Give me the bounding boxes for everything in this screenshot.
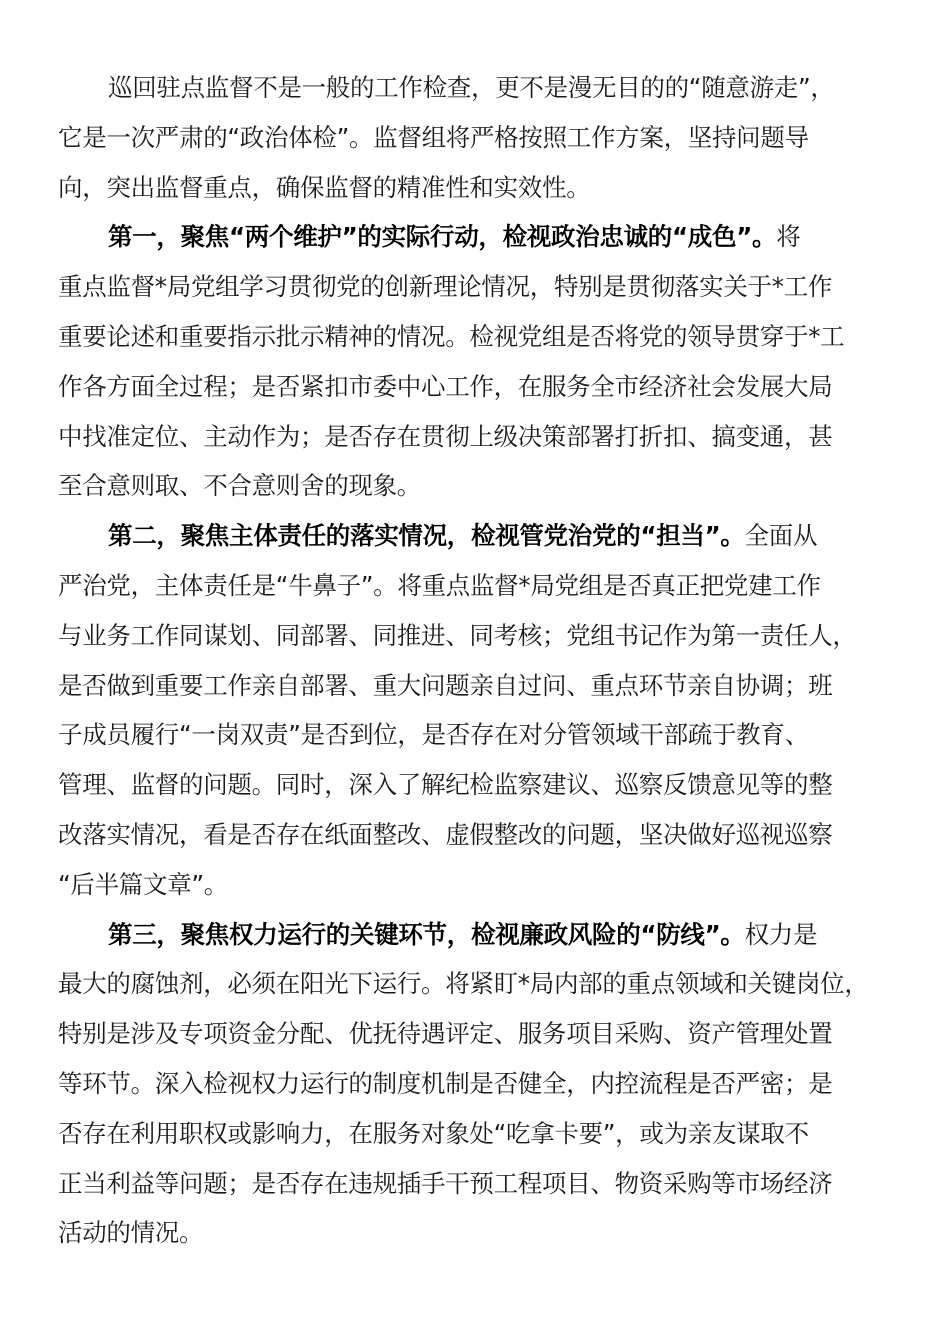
text-line: 向，突出监督重点，确保监督的精准性和实效性。 (58, 172, 591, 202)
text-run: 将 (776, 222, 801, 252)
text-line (58, 212, 910, 262)
text-line: “后半篇文章”。 (58, 869, 228, 899)
text-line: 重要论述和重要指示批示精神的情况。检视党组是否将党的领导贯穿于*工 (58, 321, 845, 351)
text-line: 它是一次严肃的“政治体检”。监督组将严格按照工作方案，坚持问题导 (58, 122, 809, 152)
paragraph-third-point (58, 910, 910, 1259)
text-line: 重点监督*局党组学习贯彻党的创新理论情况，特别是贯彻落实关于*工作 (58, 272, 833, 302)
text-line (58, 511, 910, 561)
text-line: 最大的腐蚀剂，必须在阳光下运行。将紧盯*局内部的重点领域和关键岗位， (58, 969, 869, 999)
text-line: 巡回驻点监督不是一般的工作检查，更不是漫无目的的“随意游走”， (108, 73, 835, 102)
text-line: 改落实情况，看是否存在纸面整改、虚假整改的问题，坚决做好巡视巡察 (58, 819, 833, 849)
text-line: 子成员履行“一岗双责”是否到位，是否存在对分管领域干部疏于教育、 (58, 720, 809, 750)
text-line (58, 910, 910, 960)
text-line: 管理、监督的问题。同时，深入了解纪检监察建议、巡察反馈意见等的整 (58, 770, 833, 800)
paragraph-first-point (58, 212, 910, 511)
paragraph-intro (58, 63, 910, 212)
text-line: 活动的情况。 (58, 1218, 204, 1248)
section-heading: 第三，聚焦权力运行的关键环节，检视廉政风险的“防线”。 (108, 919, 745, 949)
text-line: 作各方面全过程；是否紧扣市委中心工作，在服务全市经济社会发展大局 (58, 371, 833, 401)
document-page (58, 63, 910, 1258)
text-line: 与业务工作同谋划、同部署、同推进、同考核；党组书记作为第一责任人， (58, 620, 857, 650)
text-line: 是否做到重要工作亲自部署、重大问题亲自过问、重点环节亲自协调；班 (58, 670, 833, 700)
text-line: 否存在利用职权或影响力，在服务对象处“吃拿卡要”，或为亲友谋取不 (58, 1118, 809, 1148)
text-run: 权力是 (744, 919, 818, 949)
text-run: 全面从 (744, 521, 818, 551)
section-heading: 第二，聚焦主体责任的落实情况，检视管党治党的“担当”。 (108, 521, 745, 551)
text-line: 等环节。深入检视权力运行的制度机制是否健全，内控流程是否严密；是 (58, 1068, 833, 1098)
text-line: 严治党，主体责任是“牛鼻子”。将重点监督*局党组是否真正把党建工作 (58, 570, 821, 600)
text-line: 中找准定位、主动作为；是否存在贯彻上级决策部署打折扣、搞变通，甚 (58, 421, 833, 451)
text-line: 正当利益等问题；是否存在违规插手干预工程项目、物资采购等市场经济 (58, 1168, 833, 1198)
paragraph-second-point (58, 511, 910, 909)
text-line: 至合意则取、不合意则舍的现象。 (58, 471, 421, 501)
section-heading: 第一，聚焦“两个维护”的实际行动，检视政治忠诚的“成色”。 (108, 222, 777, 252)
text-line: 特别是涉及专项资金分配、优抚待遇评定、服务项目采购、资产管理处置 (58, 1019, 833, 1049)
